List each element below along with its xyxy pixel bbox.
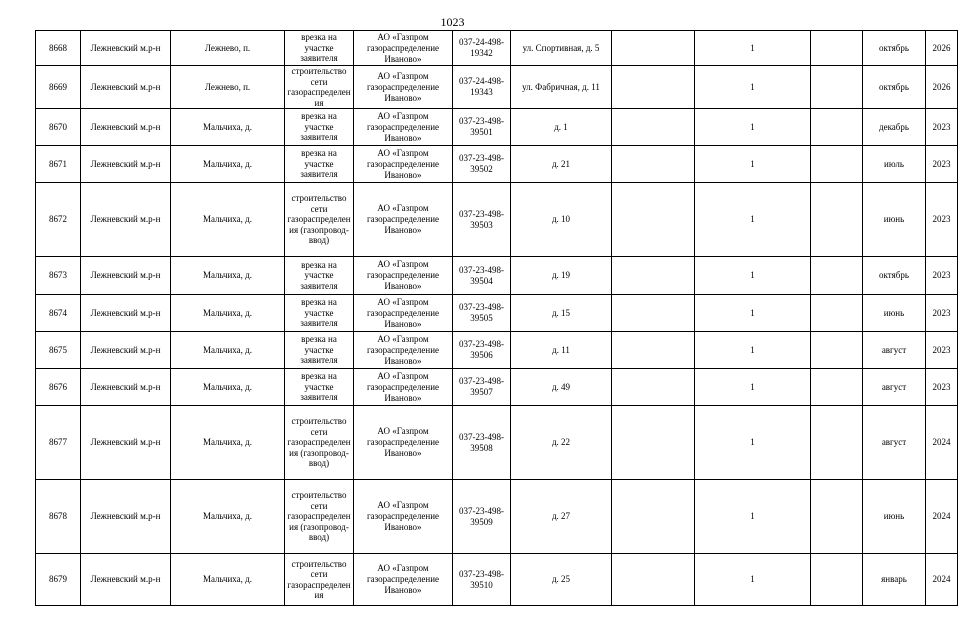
organization-cell: АО «Газпром газораспределение Иваново» — [354, 369, 453, 406]
month-cell: август — [863, 332, 926, 369]
empty-cell — [612, 480, 695, 554]
table-row — [36, 332, 958, 369]
quantity-cell: 1 — [695, 66, 811, 109]
month-cell: август — [863, 369, 926, 406]
work-type-cell: врезка на участке заявителя — [285, 109, 354, 146]
empty-cell — [811, 257, 863, 295]
district-cell: Лежневский м.р-н — [81, 295, 171, 332]
work-type-cell: строительство сети газораспределения — [285, 554, 354, 606]
locality-cell: Мальчиха, д. — [171, 480, 285, 554]
month-cell: июнь — [863, 480, 926, 554]
empty-cell — [612, 31, 695, 66]
row-number-cell: 8673 — [36, 257, 81, 295]
organization-cell: АО «Газпром газораспределение Иваново» — [354, 295, 453, 332]
district-cell: Лежневский м.р-н — [81, 109, 171, 146]
gas-connection-table — [35, 30, 958, 606]
address-cell: д. 15 — [511, 295, 612, 332]
district-cell: Лежневский м.р-н — [81, 66, 171, 109]
work-type-cell: строительство сети газораспределения (газопровод-ввод) — [285, 406, 354, 480]
empty-cell — [811, 332, 863, 369]
quantity-cell: 1 — [695, 332, 811, 369]
quantity-cell: 1 — [695, 146, 811, 183]
application-code-cell: 037-24-498-19342 — [453, 31, 511, 66]
district-cell: Лежневский м.р-н — [81, 369, 171, 406]
district-cell: Лежневский м.р-н — [81, 257, 171, 295]
application-code-cell: 037-23-498-39502 — [453, 146, 511, 183]
quantity-cell: 1 — [695, 295, 811, 332]
year-cell: 2024 — [926, 480, 958, 554]
quantity-cell: 1 — [695, 31, 811, 66]
application-code-cell: 037-23-498-39509 — [453, 480, 511, 554]
district-cell: Лежневский м.р-н — [81, 480, 171, 554]
year-cell: 2023 — [926, 295, 958, 332]
district-cell: Лежневский м.р-н — [81, 146, 171, 183]
quantity-cell: 1 — [695, 554, 811, 606]
locality-cell: Лежнево, п. — [171, 31, 285, 66]
row-number-cell: 8675 — [36, 332, 81, 369]
year-cell: 2024 — [926, 554, 958, 606]
application-code-cell: 037-23-498-39504 — [453, 257, 511, 295]
year-cell: 2023 — [926, 183, 958, 257]
table-row — [36, 554, 958, 606]
application-code-cell: 037-24-498-19343 — [453, 66, 511, 109]
empty-cell — [811, 109, 863, 146]
empty-cell — [612, 183, 695, 257]
month-cell: июль — [863, 146, 926, 183]
empty-cell — [612, 406, 695, 480]
year-cell: 2023 — [926, 146, 958, 183]
quantity-cell: 1 — [695, 257, 811, 295]
locality-cell: Мальчиха, д. — [171, 257, 285, 295]
year-cell: 2023 — [926, 257, 958, 295]
quantity-cell: 1 — [695, 369, 811, 406]
address-cell: д. 25 — [511, 554, 612, 606]
quantity-cell: 1 — [695, 183, 811, 257]
application-code-cell: 037-23-498-39505 — [453, 295, 511, 332]
locality-cell: Мальчиха, д. — [171, 109, 285, 146]
month-cell: декабрь — [863, 109, 926, 146]
address-cell: ул. Фабричная, д. 11 — [511, 66, 612, 109]
month-cell: июнь — [863, 295, 926, 332]
empty-cell — [811, 146, 863, 183]
district-cell: Лежневский м.р-н — [81, 332, 171, 369]
work-type-cell: врезка на участке заявителя — [285, 332, 354, 369]
month-cell: октябрь — [863, 31, 926, 66]
row-number-cell: 8671 — [36, 146, 81, 183]
organization-cell: АО «Газпром газораспределение Иваново» — [354, 146, 453, 183]
table-row — [36, 406, 958, 480]
empty-cell — [811, 295, 863, 332]
district-cell: Лежневский м.р-н — [81, 406, 171, 480]
district-cell: Лежневский м.р-н — [81, 31, 171, 66]
organization-cell: АО «Газпром газораспределение Иваново» — [354, 257, 453, 295]
month-cell: январь — [863, 554, 926, 606]
year-cell: 2023 — [926, 109, 958, 146]
row-number-cell: 8669 — [36, 66, 81, 109]
month-cell: октябрь — [863, 257, 926, 295]
row-number-cell: 8672 — [36, 183, 81, 257]
year-cell: 2023 — [926, 332, 958, 369]
application-code-cell: 037-23-498-39501 — [453, 109, 511, 146]
row-number-cell: 8670 — [36, 109, 81, 146]
organization-cell: АО «Газпром газораспределение Иваново» — [354, 332, 453, 369]
organization-cell: АО «Газпром газораспределение Иваново» — [354, 31, 453, 66]
locality-cell: Мальчиха, д. — [171, 146, 285, 183]
work-type-cell: врезка на участке заявителя — [285, 146, 354, 183]
row-number-cell: 8668 — [36, 31, 81, 66]
empty-cell — [811, 369, 863, 406]
empty-cell — [612, 369, 695, 406]
row-number-cell: 8678 — [36, 480, 81, 554]
locality-cell: Мальчиха, д. — [171, 406, 285, 480]
address-cell: д. 27 — [511, 480, 612, 554]
locality-cell: Лежнево, п. — [171, 66, 285, 109]
row-number-cell: 8679 — [36, 554, 81, 606]
month-cell: октябрь — [863, 66, 926, 109]
organization-cell: АО «Газпром газораспределение Иваново» — [354, 554, 453, 606]
address-cell: д. 22 — [511, 406, 612, 480]
row-number-cell: 8677 — [36, 406, 81, 480]
year-cell: 2023 — [926, 369, 958, 406]
table-row — [36, 109, 958, 146]
locality-cell: Мальчиха, д. — [171, 295, 285, 332]
address-cell: д. 21 — [511, 146, 612, 183]
table-row — [36, 480, 958, 554]
row-number-cell: 8674 — [36, 295, 81, 332]
address-cell: д. 19 — [511, 257, 612, 295]
empty-cell — [612, 554, 695, 606]
work-type-cell: строительство сети газораспределения (газопровод-ввод) — [285, 480, 354, 554]
table-body — [36, 31, 958, 606]
table-row — [36, 295, 958, 332]
district-cell: Лежневский м.р-н — [81, 183, 171, 257]
month-cell: июнь — [863, 183, 926, 257]
organization-cell: АО «Газпром газораспределение Иваново» — [354, 66, 453, 109]
district-cell: Лежневский м.р-н — [81, 554, 171, 606]
table-row — [36, 146, 958, 183]
empty-cell — [612, 146, 695, 183]
work-type-cell: строительство сети газораспределения — [285, 66, 354, 109]
empty-cell — [612, 295, 695, 332]
work-type-cell: врезка на участке заявителя — [285, 31, 354, 66]
empty-cell — [811, 66, 863, 109]
empty-cell — [612, 257, 695, 295]
empty-cell — [612, 109, 695, 146]
application-code-cell: 037-23-498-39507 — [453, 369, 511, 406]
empty-cell — [612, 66, 695, 109]
empty-cell — [811, 406, 863, 480]
organization-cell: АО «Газпром газораспределение Иваново» — [354, 406, 453, 480]
empty-cell — [811, 183, 863, 257]
table-row — [36, 369, 958, 406]
address-cell: д. 11 — [511, 332, 612, 369]
empty-cell — [811, 31, 863, 66]
organization-cell: АО «Газпром газораспределение Иваново» — [354, 183, 453, 257]
locality-cell: Мальчиха, д. — [171, 183, 285, 257]
row-number-cell: 8676 — [36, 369, 81, 406]
application-code-cell: 037-23-498-39503 — [453, 183, 511, 257]
work-type-cell: строительство сети газораспределения (газопровод-ввод) — [285, 183, 354, 257]
empty-cell — [811, 480, 863, 554]
table-row — [36, 183, 958, 257]
work-type-cell: врезка на участке заявителя — [285, 257, 354, 295]
organization-cell: АО «Газпром газораспределение Иваново» — [354, 109, 453, 146]
application-code-cell: 037-23-498-39506 — [453, 332, 511, 369]
year-cell: 2026 — [926, 31, 958, 66]
locality-cell: Мальчиха, д. — [171, 369, 285, 406]
address-cell: д. 1 — [511, 109, 612, 146]
year-cell: 2026 — [926, 66, 958, 109]
quantity-cell: 1 — [695, 406, 811, 480]
month-cell: август — [863, 406, 926, 480]
address-cell: ул. Спортивная, д. 5 — [511, 31, 612, 66]
table-row — [36, 257, 958, 295]
work-type-cell: врезка на участке заявителя — [285, 295, 354, 332]
empty-cell — [811, 554, 863, 606]
work-type-cell: врезка на участке заявителя — [285, 369, 354, 406]
quantity-cell: 1 — [695, 109, 811, 146]
application-code-cell: 037-23-498-39508 — [453, 406, 511, 480]
empty-cell — [612, 332, 695, 369]
year-cell: 2024 — [926, 406, 958, 480]
locality-cell: Мальчиха, д. — [171, 332, 285, 369]
address-cell: д. 49 — [511, 369, 612, 406]
organization-cell: АО «Газпром газораспределение Иваново» — [354, 480, 453, 554]
application-code-cell: 037-23-498-39510 — [453, 554, 511, 606]
locality-cell: Мальчиха, д. — [171, 554, 285, 606]
table-row — [36, 31, 958, 66]
table-row — [36, 66, 958, 109]
quantity-cell: 1 — [695, 480, 811, 554]
address-cell: д. 10 — [511, 183, 612, 257]
page-number: 1023 — [440, 15, 465, 29]
